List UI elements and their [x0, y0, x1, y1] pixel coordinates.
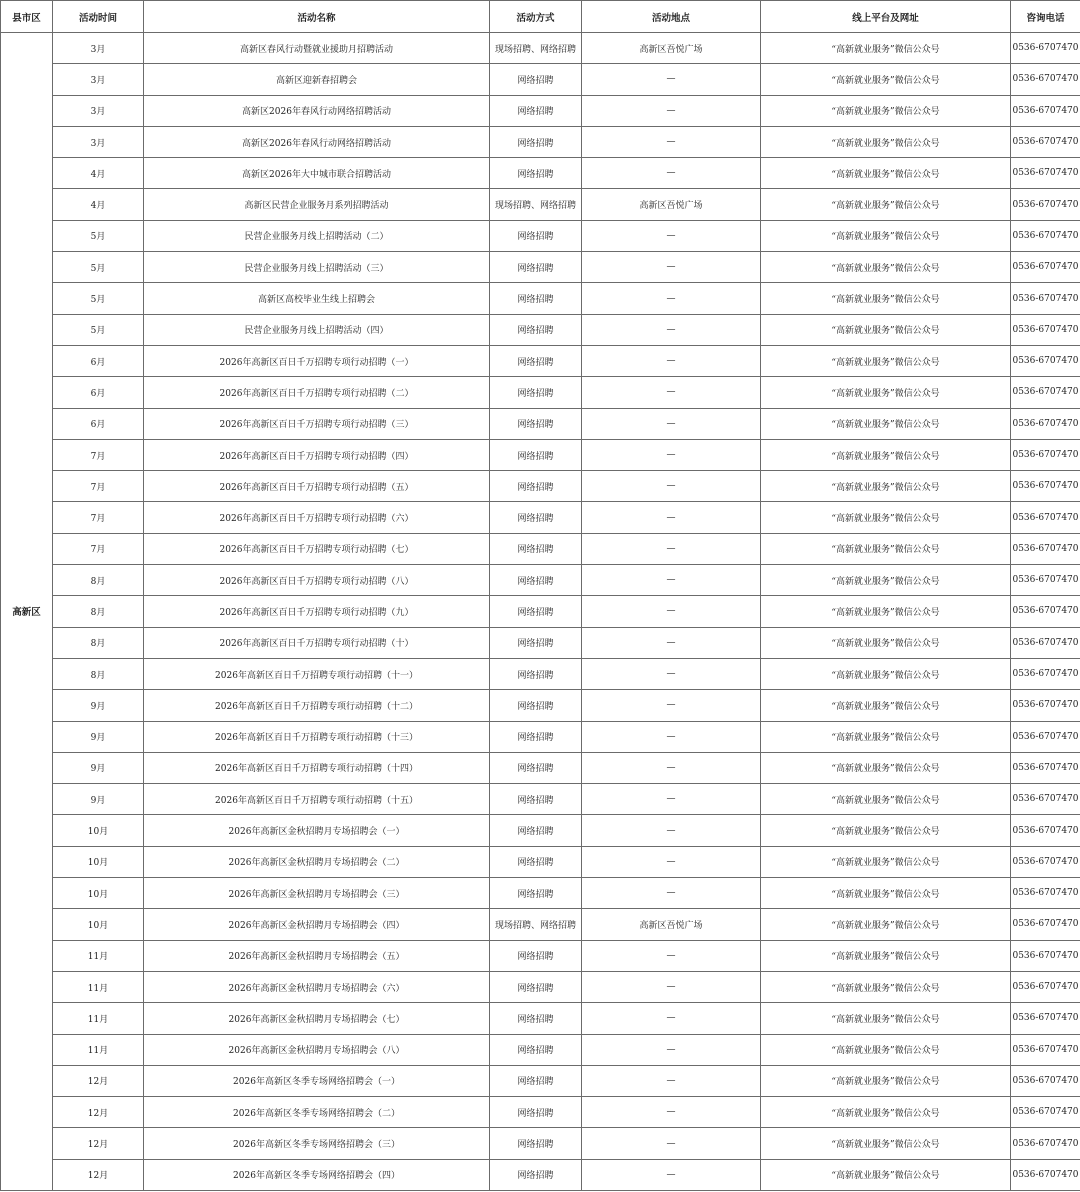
cell-location: — [582, 502, 761, 533]
cell-mode: 网络招聘 [490, 1003, 582, 1034]
cell-activity-name: 2026年高新区金秋招聘月专场招聘会（八） [144, 1034, 490, 1065]
cell-phone: 0536-6707470 [1011, 596, 1080, 627]
cell-mode: 现场招聘、网络招聘 [490, 33, 582, 64]
table-row [1, 627, 1080, 658]
cell-platform: “高新就业服务”微信公众号 [761, 471, 1011, 502]
cell-location: — [582, 596, 761, 627]
cell-location: — [582, 252, 761, 283]
cell-phone: 0536-6707470 [1011, 533, 1080, 564]
header-mode: 活动方式 [490, 1, 582, 33]
cell-mode: 网络招聘 [490, 126, 582, 157]
table-row [1, 126, 1080, 157]
cell-phone: 0536-6707470 [1011, 909, 1080, 940]
cell-platform: “高新就业服务”微信公众号 [761, 377, 1011, 408]
cell-activity-name: 2026年高新区冬季专场网络招聘会（四） [144, 1159, 490, 1190]
header-platform: 线上平台及网址 [761, 1, 1011, 33]
cell-location: — [582, 846, 761, 877]
table-row [1, 220, 1080, 251]
table-row [1, 721, 1080, 752]
cell-mode: 网络招聘 [490, 815, 582, 846]
cell-location: 高新区吾悦广场 [582, 909, 761, 940]
table-row [1, 565, 1080, 596]
cell-time: 6月 [53, 345, 144, 376]
cell-platform: “高新就业服务”微信公众号 [761, 909, 1011, 940]
cell-mode: 网络招聘 [490, 64, 582, 95]
cell-platform: “高新就业服务”微信公众号 [761, 971, 1011, 1002]
cell-time: 3月 [53, 33, 144, 64]
cell-phone: 0536-6707470 [1011, 940, 1080, 971]
cell-phone: 0536-6707470 [1011, 158, 1080, 189]
cell-location: — [582, 283, 761, 314]
cell-phone: 0536-6707470 [1011, 220, 1080, 251]
header-location: 活动地点 [582, 1, 761, 33]
table-row [1, 784, 1080, 815]
cell-platform: “高新就业服务”微信公众号 [761, 721, 1011, 752]
cell-phone: 0536-6707470 [1011, 189, 1080, 220]
table-row [1, 752, 1080, 783]
table-row [1, 815, 1080, 846]
cell-phone: 0536-6707470 [1011, 1065, 1080, 1096]
cell-activity-name: 2026年高新区金秋招聘月专场招聘会（三） [144, 878, 490, 909]
cell-time: 3月 [53, 95, 144, 126]
cell-phone: 0536-6707470 [1011, 1159, 1080, 1190]
table-header [1, 1, 1080, 33]
table-row [1, 690, 1080, 721]
cell-location: — [582, 1065, 761, 1096]
header-county: 县市区 [1, 1, 53, 33]
cell-phone: 0536-6707470 [1011, 721, 1080, 752]
cell-platform: “高新就业服务”微信公众号 [761, 345, 1011, 376]
cell-platform: “高新就业服务”微信公众号 [761, 815, 1011, 846]
cell-time: 7月 [53, 471, 144, 502]
cell-phone: 0536-6707470 [1011, 1003, 1080, 1034]
cell-phone: 0536-6707470 [1011, 815, 1080, 846]
table-row [1, 1034, 1080, 1065]
cell-platform: “高新就业服务”微信公众号 [761, 1097, 1011, 1128]
cell-location: — [582, 940, 761, 971]
cell-time: 8月 [53, 565, 144, 596]
cell-activity-name: 2026年高新区金秋招聘月专场招聘会（六） [144, 971, 490, 1002]
table-row [1, 64, 1080, 95]
cell-time: 6月 [53, 408, 144, 439]
cell-phone: 0536-6707470 [1011, 126, 1080, 157]
table-row [1, 33, 1080, 64]
cell-phone: 0536-6707470 [1011, 1034, 1080, 1065]
cell-platform: “高新就业服务”微信公众号 [761, 126, 1011, 157]
table-row [1, 95, 1080, 126]
cell-activity-name: 2026年高新区百日千万招聘专项行动招聘（二） [144, 377, 490, 408]
cell-activity-name: 2026年高新区冬季专场网络招聘会（一） [144, 1065, 490, 1096]
cell-location: — [582, 220, 761, 251]
cell-phone: 0536-6707470 [1011, 408, 1080, 439]
cell-mode: 网络招聘 [490, 971, 582, 1002]
cell-phone: 0536-6707470 [1011, 64, 1080, 95]
cell-mode: 网络招聘 [490, 314, 582, 345]
cell-phone: 0536-6707470 [1011, 471, 1080, 502]
cell-mode: 网络招聘 [490, 283, 582, 314]
cell-activity-name: 2026年高新区百日千万招聘专项行动招聘（九） [144, 596, 490, 627]
cell-location: — [582, 565, 761, 596]
cell-phone: 0536-6707470 [1011, 565, 1080, 596]
cell-location: — [582, 408, 761, 439]
cell-phone: 0536-6707470 [1011, 784, 1080, 815]
cell-mode: 网络招聘 [490, 220, 582, 251]
cell-phone: 0536-6707470 [1011, 690, 1080, 721]
cell-platform: “高新就业服务”微信公众号 [761, 408, 1011, 439]
cell-platform: “高新就业服务”微信公众号 [761, 658, 1011, 689]
cell-phone: 0536-6707470 [1011, 846, 1080, 877]
header-row [1, 1, 1080, 33]
cell-location: — [582, 971, 761, 1002]
cell-mode: 网络招聘 [490, 846, 582, 877]
cell-mode: 网络招聘 [490, 596, 582, 627]
cell-location: — [582, 721, 761, 752]
cell-activity-name: 2026年高新区冬季专场网络招聘会（三） [144, 1128, 490, 1159]
cell-time: 8月 [53, 627, 144, 658]
cell-mode: 网络招聘 [490, 1128, 582, 1159]
cell-time: 8月 [53, 596, 144, 627]
cell-time: 7月 [53, 533, 144, 564]
cell-activity-name: 2026年高新区百日千万招聘专项行动招聘（十四） [144, 752, 490, 783]
table-row [1, 1097, 1080, 1128]
cell-mode: 网络招聘 [490, 345, 582, 376]
cell-mode: 网络招聘 [490, 565, 582, 596]
table-row [1, 940, 1080, 971]
cell-activity-name: 2026年高新区金秋招聘月专场招聘会（五） [144, 940, 490, 971]
table-row [1, 1128, 1080, 1159]
cell-phone: 0536-6707470 [1011, 971, 1080, 1002]
cell-time: 11月 [53, 971, 144, 1002]
cell-location: — [582, 784, 761, 815]
cell-activity-name: 2026年高新区金秋招聘月专场招聘会（一） [144, 815, 490, 846]
cell-mode: 网络招聘 [490, 502, 582, 533]
cell-activity-name: 2026年高新区百日千万招聘专项行动招聘（一） [144, 345, 490, 376]
cell-location: — [582, 1003, 761, 1034]
header-time: 活动时间 [53, 1, 144, 33]
cell-time: 10月 [53, 909, 144, 940]
cell-activity-name: 2026年高新区百日千万招聘专项行动招聘（六） [144, 502, 490, 533]
table-row [1, 1065, 1080, 1096]
cell-phone: 0536-6707470 [1011, 1128, 1080, 1159]
cell-location: — [582, 1159, 761, 1190]
cell-time: 6月 [53, 377, 144, 408]
cell-time: 3月 [53, 126, 144, 157]
cell-platform: “高新就业服务”微信公众号 [761, 627, 1011, 658]
cell-activity-name: 2026年高新区金秋招聘月专场招聘会（七） [144, 1003, 490, 1034]
cell-platform: “高新就业服务”微信公众号 [761, 1003, 1011, 1034]
cell-mode: 网络招聘 [490, 471, 582, 502]
cell-platform: “高新就业服务”微信公众号 [761, 596, 1011, 627]
cell-location: — [582, 345, 761, 376]
cell-platform: “高新就业服务”微信公众号 [761, 690, 1011, 721]
cell-location: — [582, 752, 761, 783]
cell-time: 5月 [53, 220, 144, 251]
cell-platform: “高新就业服务”微信公众号 [761, 752, 1011, 783]
cell-location: — [582, 533, 761, 564]
cell-mode: 网络招聘 [490, 408, 582, 439]
cell-time: 9月 [53, 721, 144, 752]
cell-location: — [582, 471, 761, 502]
cell-phone: 0536-6707470 [1011, 658, 1080, 689]
cell-time: 5月 [53, 283, 144, 314]
cell-activity-name: 2026年高新区百日千万招聘专项行动招聘（三） [144, 408, 490, 439]
table-row [1, 658, 1080, 689]
cell-mode: 网络招聘 [490, 533, 582, 564]
cell-activity-name: 2026年高新区百日千万招聘专项行动招聘（五） [144, 471, 490, 502]
cell-phone: 0536-6707470 [1011, 439, 1080, 470]
cell-time: 12月 [53, 1128, 144, 1159]
cell-mode: 现场招聘、网络招聘 [490, 189, 582, 220]
cell-phone: 0536-6707470 [1011, 252, 1080, 283]
cell-time: 10月 [53, 846, 144, 877]
cell-activity-name: 高新区春风行动暨就业援助月招聘活动 [144, 33, 490, 64]
cell-platform: “高新就业服务”微信公众号 [761, 252, 1011, 283]
header-phone: 咨询电话 [1011, 1, 1080, 33]
cell-location: — [582, 658, 761, 689]
cell-time: 8月 [53, 658, 144, 689]
cell-phone: 0536-6707470 [1011, 95, 1080, 126]
table-row [1, 846, 1080, 877]
cell-location: — [582, 1128, 761, 1159]
cell-activity-name: 高新区民营企业服务月系列招聘活动 [144, 189, 490, 220]
cell-platform: “高新就业服务”微信公众号 [761, 189, 1011, 220]
cell-activity-name: 2026年高新区百日千万招聘专项行动招聘（十一） [144, 658, 490, 689]
cell-mode: 网络招聘 [490, 1097, 582, 1128]
cell-activity-name: 2026年高新区百日千万招聘专项行动招聘（十） [144, 627, 490, 658]
cell-activity-name: 民营企业服务月线上招聘活动（三） [144, 252, 490, 283]
cell-location: — [582, 64, 761, 95]
cell-phone: 0536-6707470 [1011, 502, 1080, 533]
cell-activity-name: 高新区2026年春风行动网络招聘活动 [144, 126, 490, 157]
table-row [1, 909, 1080, 940]
cell-phone: 0536-6707470 [1011, 283, 1080, 314]
cell-phone: 0536-6707470 [1011, 878, 1080, 909]
cell-platform: “高新就业服务”微信公众号 [761, 565, 1011, 596]
cell-location: — [582, 878, 761, 909]
cell-mode: 网络招聘 [490, 1065, 582, 1096]
cell-time: 12月 [53, 1065, 144, 1096]
cell-platform: “高新就业服务”微信公众号 [761, 502, 1011, 533]
cell-activity-name: 高新区2026年大中城市联合招聘活动 [144, 158, 490, 189]
cell-mode: 网络招聘 [490, 878, 582, 909]
cell-platform: “高新就业服务”微信公众号 [761, 846, 1011, 877]
cell-location: — [582, 126, 761, 157]
table-row [1, 878, 1080, 909]
cell-time: 12月 [53, 1097, 144, 1128]
cell-time: 9月 [53, 690, 144, 721]
cell-platform: “高新就业服务”微信公众号 [761, 784, 1011, 815]
cell-time: 11月 [53, 940, 144, 971]
cell-time: 10月 [53, 815, 144, 846]
cell-activity-name: 高新区2026年春风行动网络招聘活动 [144, 95, 490, 126]
cell-activity-name: 2026年高新区百日千万招聘专项行动招聘（四） [144, 439, 490, 470]
cell-activity-name: 2026年高新区百日千万招聘专项行动招聘（十三） [144, 721, 490, 752]
cell-platform: “高新就业服务”微信公众号 [761, 940, 1011, 971]
cell-mode: 网络招聘 [490, 95, 582, 126]
cell-mode: 网络招聘 [490, 1159, 582, 1190]
cell-mode: 网络招聘 [490, 252, 582, 283]
table-row [1, 314, 1080, 345]
cell-platform: “高新就业服务”微信公众号 [761, 1159, 1011, 1190]
cell-location: 高新区吾悦广场 [582, 33, 761, 64]
cell-phone: 0536-6707470 [1011, 345, 1080, 376]
cell-location: 高新区吾悦广场 [582, 189, 761, 220]
cell-time: 5月 [53, 252, 144, 283]
cell-mode: 网络招聘 [490, 690, 582, 721]
cell-activity-name: 2026年高新区百日千万招聘专项行动招聘（十五） [144, 784, 490, 815]
cell-time: 4月 [53, 189, 144, 220]
table-row [1, 439, 1080, 470]
cell-location: — [582, 1034, 761, 1065]
cell-activity-name: 高新区迎新春招聘会 [144, 64, 490, 95]
cell-platform: “高新就业服务”微信公众号 [761, 283, 1011, 314]
cell-platform: “高新就业服务”微信公众号 [761, 158, 1011, 189]
cell-mode: 网络招聘 [490, 940, 582, 971]
cell-activity-name: 2026年高新区百日千万招聘专项行动招聘（七） [144, 533, 490, 564]
cell-mode: 网络招聘 [490, 439, 582, 470]
cell-time: 9月 [53, 752, 144, 783]
cell-platform: “高新就业服务”微信公众号 [761, 439, 1011, 470]
header-name: 活动名称 [144, 1, 490, 33]
cell-platform: “高新就业服务”微信公众号 [761, 1034, 1011, 1065]
cell-county: 高新区 [1, 33, 53, 1191]
cell-phone: 0536-6707470 [1011, 33, 1080, 64]
table-row [1, 158, 1080, 189]
table-row [1, 1003, 1080, 1034]
cell-time: 4月 [53, 158, 144, 189]
table-row [1, 971, 1080, 1002]
cell-location: — [582, 95, 761, 126]
cell-mode: 网络招聘 [490, 158, 582, 189]
cell-location: — [582, 158, 761, 189]
cell-platform: “高新就业服务”微信公众号 [761, 1128, 1011, 1159]
cell-activity-name: 2026年高新区冬季专场网络招聘会（二） [144, 1097, 490, 1128]
cell-platform: “高新就业服务”微信公众号 [761, 33, 1011, 64]
cell-activity-name: 民营企业服务月线上招聘活动（二） [144, 220, 490, 251]
cell-activity-name: 2026年高新区百日千万招聘专项行动招聘（八） [144, 565, 490, 596]
cell-time: 11月 [53, 1034, 144, 1065]
cell-platform: “高新就业服务”微信公众号 [761, 220, 1011, 251]
cell-location: — [582, 815, 761, 846]
cell-platform: “高新就业服务”微信公众号 [761, 878, 1011, 909]
cell-activity-name: 2026年高新区百日千万招聘专项行动招聘（十二） [144, 690, 490, 721]
table-row [1, 377, 1080, 408]
table-row [1, 189, 1080, 220]
cell-location: — [582, 690, 761, 721]
cell-platform: “高新就业服务”微信公众号 [761, 533, 1011, 564]
cell-phone: 0536-6707470 [1011, 314, 1080, 345]
cell-platform: “高新就业服务”微信公众号 [761, 1065, 1011, 1096]
cell-time: 3月 [53, 64, 144, 95]
cell-location: — [582, 314, 761, 345]
cell-mode: 网络招聘 [490, 658, 582, 689]
table-row [1, 533, 1080, 564]
cell-activity-name: 2026年高新区金秋招聘月专场招聘会（二） [144, 846, 490, 877]
cell-time: 7月 [53, 502, 144, 533]
cell-time: 12月 [53, 1159, 144, 1190]
cell-location: — [582, 439, 761, 470]
cell-phone: 0536-6707470 [1011, 752, 1080, 783]
table-row [1, 283, 1080, 314]
cell-time: 9月 [53, 784, 144, 815]
table-row [1, 408, 1080, 439]
cell-activity-name: 民营企业服务月线上招聘活动（四） [144, 314, 490, 345]
cell-phone: 0536-6707470 [1011, 627, 1080, 658]
cell-mode: 网络招聘 [490, 721, 582, 752]
cell-time: 7月 [53, 439, 144, 470]
cell-location: — [582, 377, 761, 408]
cell-phone: 0536-6707470 [1011, 377, 1080, 408]
cell-platform: “高新就业服务”微信公众号 [761, 95, 1011, 126]
cell-mode: 网络招聘 [490, 752, 582, 783]
cell-mode: 网络招聘 [490, 1034, 582, 1065]
cell-time: 10月 [53, 878, 144, 909]
table-row [1, 596, 1080, 627]
cell-mode: 现场招聘、网络招聘 [490, 909, 582, 940]
table-row [1, 502, 1080, 533]
cell-mode: 网络招聘 [490, 627, 582, 658]
cell-phone: 0536-6707470 [1011, 1097, 1080, 1128]
cell-platform: “高新就业服务”微信公众号 [761, 314, 1011, 345]
cell-mode: 网络招聘 [490, 377, 582, 408]
table-row [1, 1159, 1080, 1190]
cell-activity-name: 2026年高新区金秋招聘月专场招聘会（四） [144, 909, 490, 940]
cell-location: — [582, 627, 761, 658]
cell-time: 11月 [53, 1003, 144, 1034]
cell-time: 5月 [53, 314, 144, 345]
table-body [1, 33, 1080, 1191]
cell-location: — [582, 1097, 761, 1128]
table-row [1, 252, 1080, 283]
cell-mode: 网络招聘 [490, 784, 582, 815]
table-row [1, 345, 1080, 376]
table-row [1, 471, 1080, 502]
cell-platform: “高新就业服务”微信公众号 [761, 64, 1011, 95]
cell-activity-name: 高新区高校毕业生线上招聘会 [144, 283, 490, 314]
